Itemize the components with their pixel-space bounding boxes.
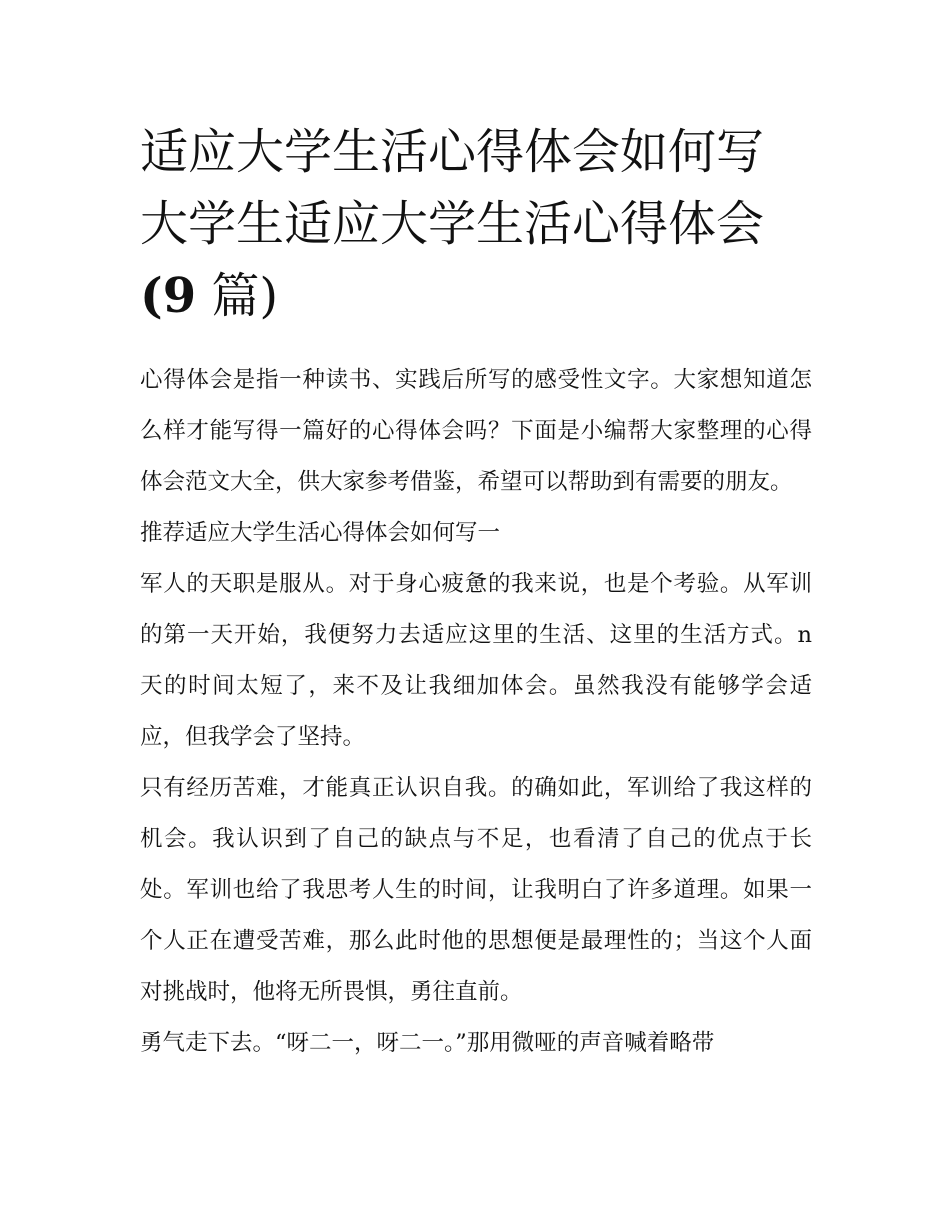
body-paragraph: 勇气走下去。“呀二一，呀二一。”那用微哑的声音喊着略带 — [140, 1030, 715, 1056]
title-line-2: 大学生适应大学生活心得体会 — [140, 196, 765, 252]
document-title — [140, 116, 820, 332]
document-body — [140, 355, 812, 1069]
section-heading: 推荐适应大学生活心得体会如何写一 — [140, 520, 501, 546]
body-paragraph: 军人的天职是服从。对于身心疲惫的我来说，也是个考验。从军训的第一天开始，我便努力去适应这里的生活、这里的生活方式。n 天的时间太短了，来不及让我细加体会。虽然我没有能够学会适应，但我学会了坚持。 — [140, 571, 812, 750]
title-line-1: 适应大学生活心得体会如何写 — [140, 124, 765, 180]
title-count-suffix: 篇) — [196, 268, 279, 324]
body-paragraph: 只有经历苦难，才能真正认识自我。的确如此，军训给了我这样的机会。我认识到了自己的缺点与不足，也看清了自己的优点于长处。军训也给了我思考人生的时间，让我明白了许多道理。如果一个人正在遭受苦难，那么此时他的思想便是最理性的；当这个人面对挑战时，他将无所畏惧，勇往直前。 — [140, 775, 812, 1005]
intro-paragraph: 心得体会是指一种读书、实践后所写的感受性文字。大家想知道怎么样才能写得一篇好的心得体会吗？下面是小编帮大家整理的心得体会范文大全，供大家参考借鉴，希望可以帮助到有需要的朋友。 — [140, 367, 812, 495]
title-paren-open: ( — [140, 268, 163, 324]
title-line-3 — [140, 268, 278, 324]
title-count: 9 — [162, 268, 197, 324]
